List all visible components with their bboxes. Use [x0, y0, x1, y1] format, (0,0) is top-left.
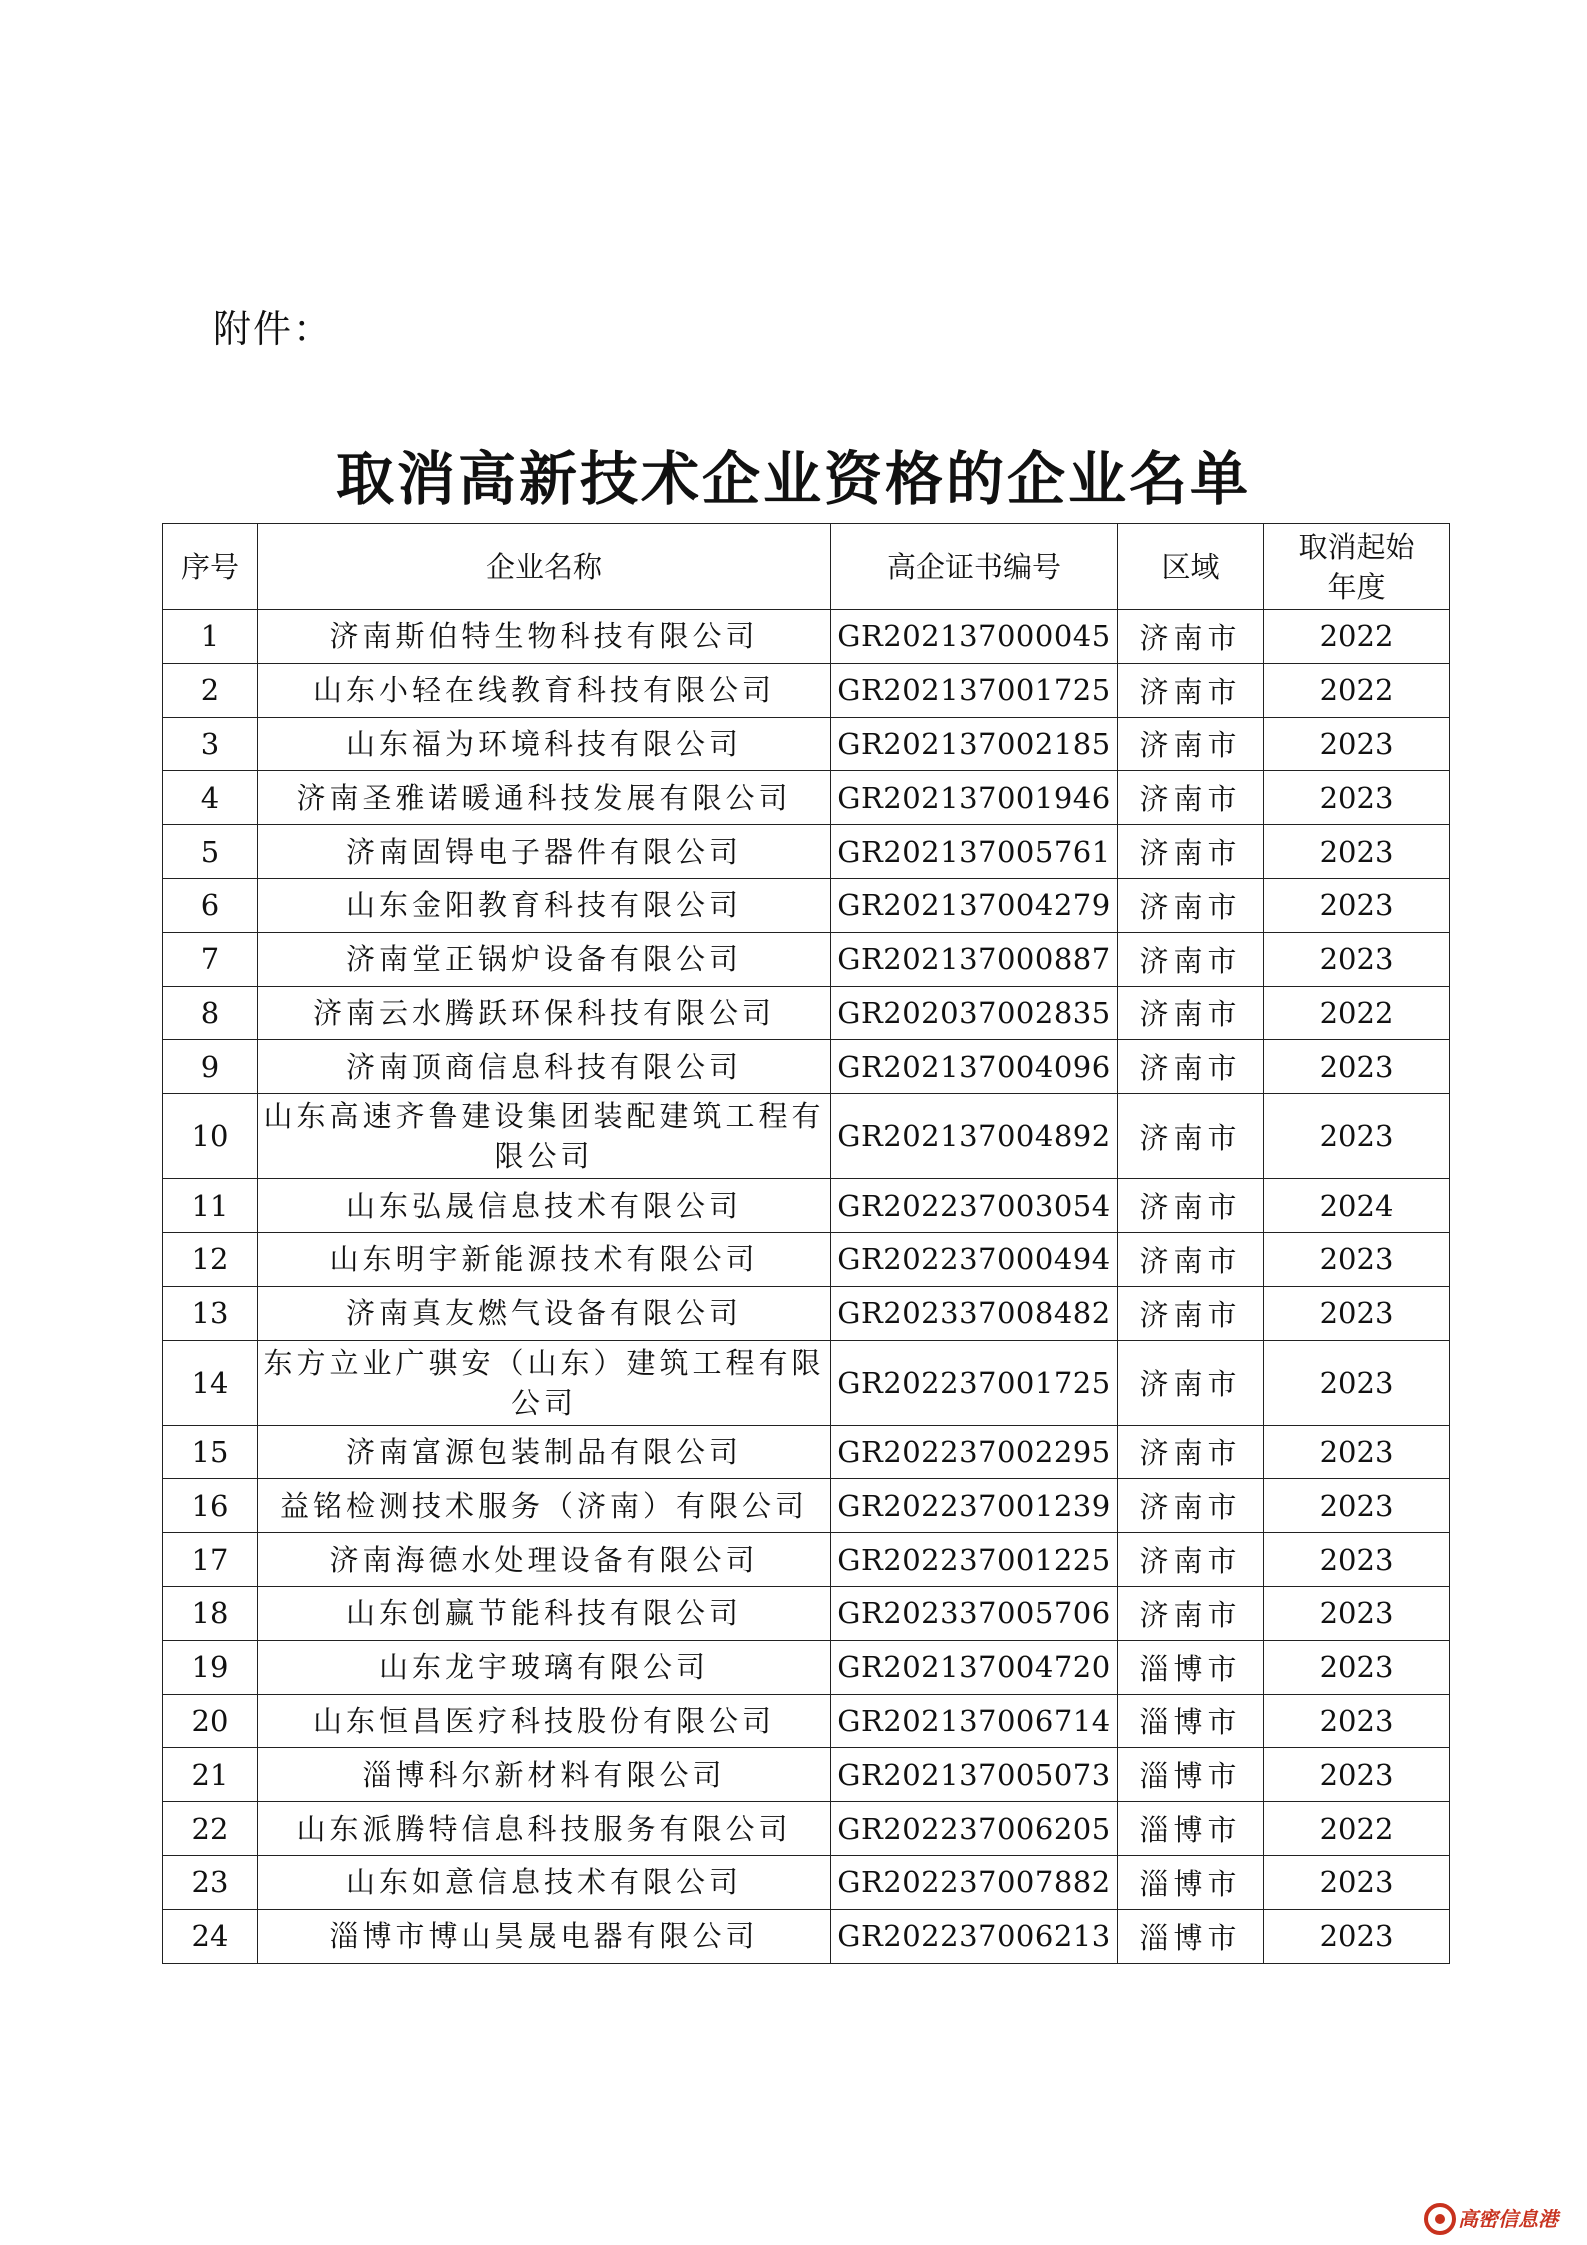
region: 淄博市	[1118, 1909, 1264, 1963]
certificate-number: GR202237001725	[831, 1340, 1118, 1425]
row-index: 24	[163, 1909, 258, 1963]
region: 济南市	[1118, 1286, 1264, 1340]
cancel-year: 2023	[1264, 717, 1450, 771]
company-name: 益铭检测技术服务（济南）有限公司	[258, 1479, 831, 1533]
row-index: 13	[163, 1286, 258, 1340]
cancel-year: 2023	[1264, 1586, 1450, 1640]
table-row	[163, 1425, 1450, 1479]
region: 淄博市	[1118, 1855, 1264, 1909]
row-index: 22	[163, 1802, 258, 1856]
region: 济南市	[1118, 878, 1264, 932]
region: 济南市	[1118, 1586, 1264, 1640]
row-index: 4	[163, 771, 258, 825]
cancel-year: 2023	[1264, 1855, 1450, 1909]
row-index: 3	[163, 717, 258, 771]
row-index: 8	[163, 986, 258, 1040]
region: 济南市	[1118, 986, 1264, 1040]
certificate-number: GR202137005761	[831, 825, 1118, 879]
region: 淄博市	[1118, 1802, 1264, 1856]
certificate-number: GR202137001725	[831, 663, 1118, 717]
row-index: 19	[163, 1640, 258, 1694]
certificate-number: GR202237000494	[831, 1232, 1118, 1286]
certificate-number: GR202137002185	[831, 717, 1118, 771]
region: 济南市	[1118, 1232, 1264, 1286]
col-header-year: 取消起始年度	[1264, 524, 1450, 610]
table-row	[163, 1586, 1450, 1640]
company-name: 淄博市博山昊晟电器有限公司	[258, 1909, 831, 1963]
table-row	[163, 1094, 1450, 1179]
company-name: 济南堂正锅炉设备有限公司	[258, 932, 831, 986]
certificate-number: GR202037002835	[831, 986, 1118, 1040]
watermark-text: 高密信息港	[1458, 2207, 1558, 2231]
cancel-year: 2023	[1264, 1479, 1450, 1533]
row-index: 9	[163, 1040, 258, 1094]
row-index: 18	[163, 1586, 258, 1640]
region: 济南市	[1118, 1479, 1264, 1533]
region: 淄博市	[1118, 1748, 1264, 1802]
table-row	[163, 1802, 1450, 1856]
table-row	[163, 663, 1450, 717]
region: 济南市	[1118, 1425, 1264, 1479]
row-index: 2	[163, 663, 258, 717]
certificate-number: GR202137005073	[831, 1748, 1118, 1802]
table-row	[163, 1855, 1450, 1909]
table-body	[163, 610, 1450, 1964]
cancel-year: 2023	[1264, 771, 1450, 825]
table-row	[163, 1232, 1450, 1286]
table-row	[163, 1340, 1450, 1425]
region: 济南市	[1118, 610, 1264, 664]
certificate-number: GR202137004892	[831, 1094, 1118, 1179]
certificate-number: GR202337008482	[831, 1286, 1118, 1340]
certificate-number: GR202237003054	[831, 1179, 1118, 1233]
region: 济南市	[1118, 1040, 1264, 1094]
certificate-number: GR202237001225	[831, 1533, 1118, 1587]
company-name: 山东金阳教育科技有限公司	[258, 878, 831, 932]
cancel-year: 2023	[1264, 1094, 1450, 1179]
table-row	[163, 1748, 1450, 1802]
region: 济南市	[1118, 771, 1264, 825]
certificate-number: GR202137000887	[831, 932, 1118, 986]
cancel-year: 2023	[1264, 1533, 1450, 1587]
company-name: 山东派腾特信息科技服务有限公司	[258, 1802, 831, 1856]
row-index: 5	[163, 825, 258, 879]
company-name: 济南斯伯特生物科技有限公司	[258, 610, 831, 664]
row-index: 12	[163, 1232, 258, 1286]
table-row	[163, 771, 1450, 825]
certificate-number: GR202237001239	[831, 1479, 1118, 1533]
table-row	[163, 1909, 1450, 1963]
company-name: 济南海德水处理设备有限公司	[258, 1533, 831, 1587]
cancel-year: 2023	[1264, 1040, 1450, 1094]
company-name: 济南顶商信息科技有限公司	[258, 1040, 831, 1094]
company-name: 东方立业广骐安（山东）建筑工程有限公司	[258, 1340, 831, 1425]
region: 济南市	[1118, 932, 1264, 986]
watermark-logo	[1420, 2198, 1580, 2240]
company-name: 山东福为环境科技有限公司	[258, 717, 831, 771]
table-row	[163, 1479, 1450, 1533]
row-index: 11	[163, 1179, 258, 1233]
company-name: 淄博科尔新材料有限公司	[258, 1748, 831, 1802]
cancel-year: 2022	[1264, 1802, 1450, 1856]
region: 淄博市	[1118, 1640, 1264, 1694]
table-row	[163, 1533, 1450, 1587]
col-header-index: 序号	[163, 524, 258, 610]
region: 济南市	[1118, 1094, 1264, 1179]
cancel-year: 2023	[1264, 1425, 1450, 1479]
company-name: 济南固锝电子器件有限公司	[258, 825, 831, 879]
certificate-number: GR202137006714	[831, 1694, 1118, 1748]
table-row	[163, 610, 1450, 664]
table-row	[163, 1179, 1450, 1233]
company-name: 山东高速齐鲁建设集团装配建筑工程有限公司	[258, 1094, 831, 1179]
certificate-number: GR202137004720	[831, 1640, 1118, 1694]
company-name: 济南富源包装制品有限公司	[258, 1425, 831, 1479]
row-index: 14	[163, 1340, 258, 1425]
region: 济南市	[1118, 717, 1264, 771]
row-index: 1	[163, 610, 258, 664]
company-name: 山东创赢节能科技有限公司	[258, 1586, 831, 1640]
cancel-year: 2024	[1264, 1179, 1450, 1233]
cancel-year: 2023	[1264, 1340, 1450, 1425]
certificate-number: GR202137000045	[831, 610, 1118, 664]
cancel-year: 2023	[1264, 878, 1450, 932]
row-index: 21	[163, 1748, 258, 1802]
col-header-name: 企业名称	[258, 524, 831, 610]
table-row	[163, 1694, 1450, 1748]
row-index: 15	[163, 1425, 258, 1479]
row-index: 16	[163, 1479, 258, 1533]
row-index: 20	[163, 1694, 258, 1748]
logo-icon	[1420, 2198, 1580, 2240]
cancel-year: 2023	[1264, 1640, 1450, 1694]
certificate-number: GR202237006213	[831, 1909, 1118, 1963]
company-name: 山东小轻在线教育科技有限公司	[258, 663, 831, 717]
certificate-number: GR202237002295	[831, 1425, 1118, 1479]
enterprise-table	[162, 523, 1450, 1964]
company-name: 山东恒昌医疗科技股份有限公司	[258, 1694, 831, 1748]
attachment-label: 附件：	[213, 307, 334, 351]
row-index: 10	[163, 1094, 258, 1179]
certificate-number: GR202137001946	[831, 771, 1118, 825]
cancel-year: 2022	[1264, 986, 1450, 1040]
region: 济南市	[1118, 1340, 1264, 1425]
col-header-region: 区域	[1118, 524, 1264, 610]
table-row	[163, 1040, 1450, 1094]
cancel-year: 2022	[1264, 610, 1450, 664]
cancel-year: 2022	[1264, 663, 1450, 717]
table-header-row	[163, 524, 1450, 610]
certificate-number: GR202137004096	[831, 1040, 1118, 1094]
company-name: 山东如意信息技术有限公司	[258, 1855, 831, 1909]
region: 济南市	[1118, 1533, 1264, 1587]
table-row	[163, 932, 1450, 986]
cancel-year: 2023	[1264, 1232, 1450, 1286]
company-name: 济南云水腾跃环保科技有限公司	[258, 986, 831, 1040]
certificate-number: GR202237007882	[831, 1855, 1118, 1909]
region: 济南市	[1118, 825, 1264, 879]
company-name: 山东明宇新能源技术有限公司	[258, 1232, 831, 1286]
cancel-year: 2023	[1264, 932, 1450, 986]
table-row	[163, 825, 1450, 879]
company-name: 济南圣雅诺暖通科技发展有限公司	[258, 771, 831, 825]
row-index: 23	[163, 1855, 258, 1909]
region: 淄博市	[1118, 1694, 1264, 1748]
cancel-year: 2023	[1264, 1286, 1450, 1340]
cancel-year: 2023	[1264, 1909, 1450, 1963]
row-index: 7	[163, 932, 258, 986]
table-row	[163, 878, 1450, 932]
table-row	[163, 1640, 1450, 1694]
cancel-year: 2023	[1264, 825, 1450, 879]
company-name: 山东弘晟信息技术有限公司	[258, 1179, 831, 1233]
region: 济南市	[1118, 663, 1264, 717]
row-index: 6	[163, 878, 258, 932]
company-name: 山东龙宇玻璃有限公司	[258, 1640, 831, 1694]
cancel-year: 2023	[1264, 1694, 1450, 1748]
region: 济南市	[1118, 1179, 1264, 1233]
company-name: 济南真友燃气设备有限公司	[258, 1286, 831, 1340]
table-row	[163, 717, 1450, 771]
page-title: 取消高新技术企业资格的企业名单	[335, 445, 1251, 513]
certificate-number: GR202337005706	[831, 1586, 1118, 1640]
table-row	[163, 986, 1450, 1040]
row-index: 17	[163, 1533, 258, 1587]
certificate-number: GR202137004279	[831, 878, 1118, 932]
table-row	[163, 1286, 1450, 1340]
col-header-cert: 高企证书编号	[831, 524, 1118, 610]
cancel-year: 2023	[1264, 1748, 1450, 1802]
certificate-number: GR202237006205	[831, 1802, 1118, 1856]
